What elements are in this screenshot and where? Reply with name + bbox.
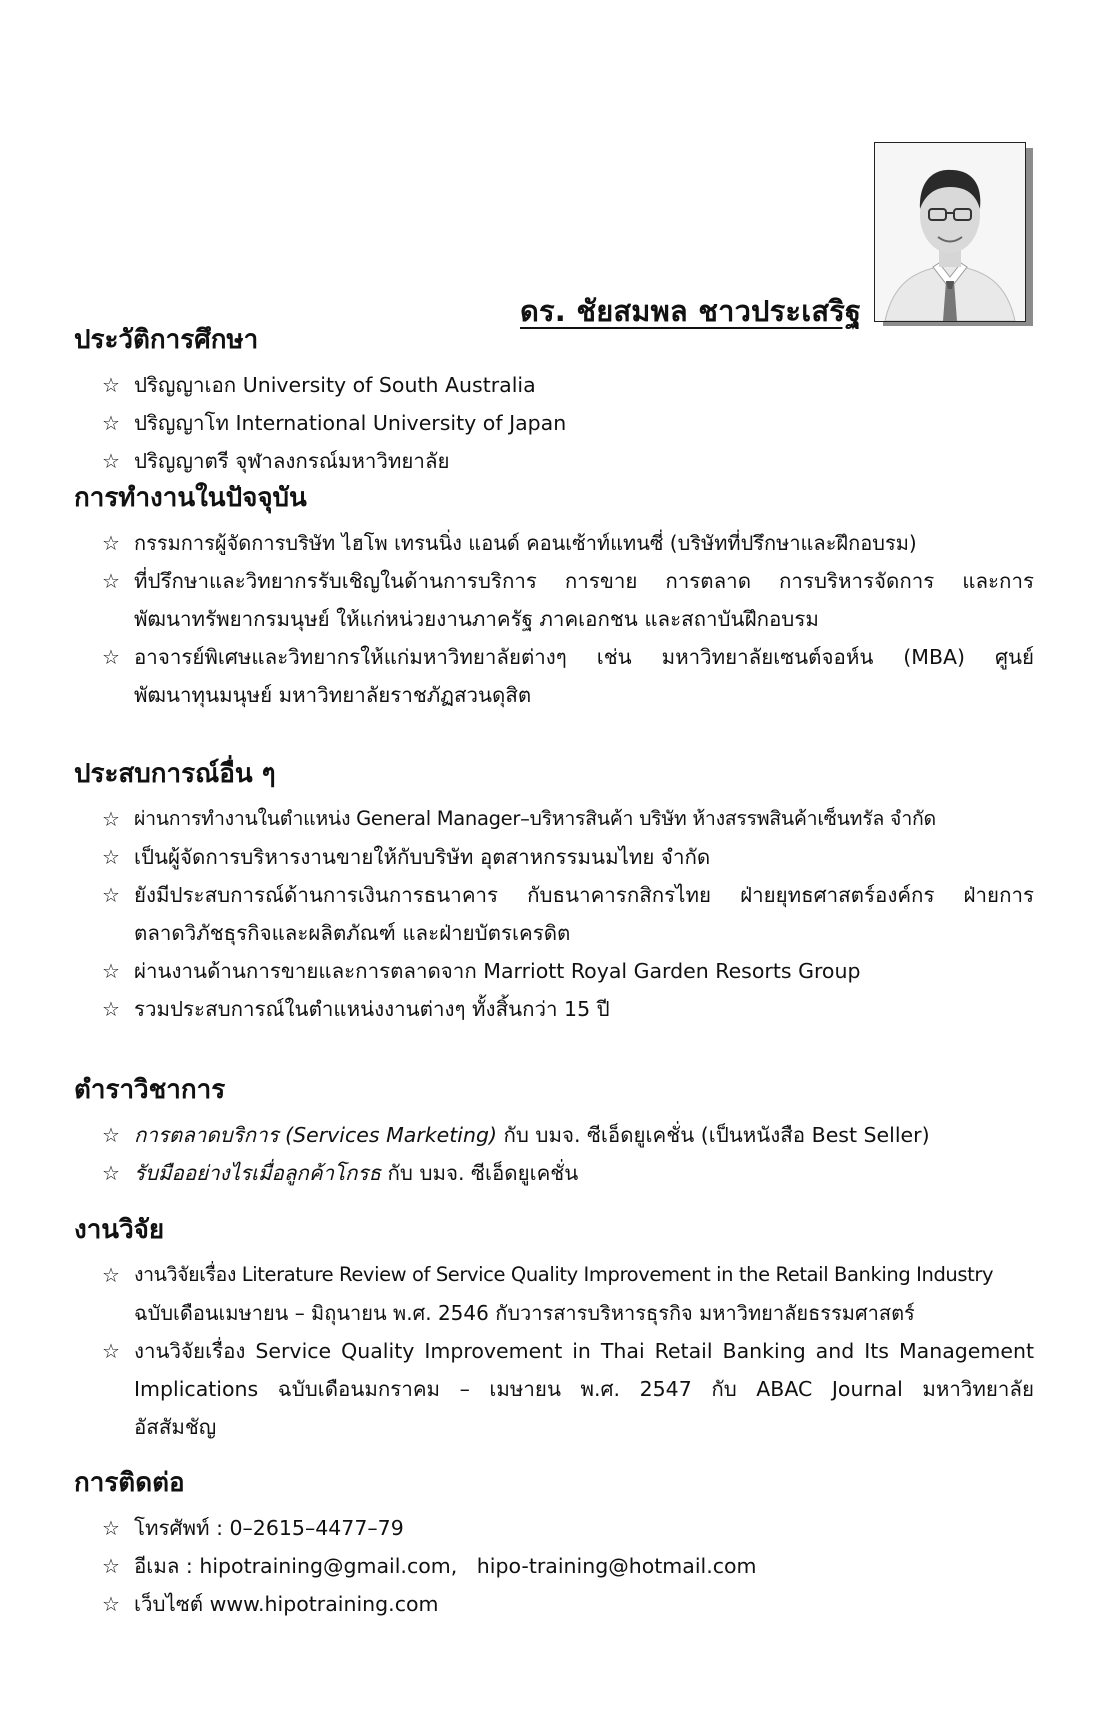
list-item: ☆ เป็นผู้จัดการบริหารงานขายให้กับบริษัท อุตสาหกรรมนมไทย จำกัด bbox=[74, 838, 1034, 876]
book-title: รับมืออย่างไรเมื่อลูกค้าโกรธ bbox=[134, 1161, 381, 1185]
website-link: เว็บไซต์ www.hipotraining.com bbox=[134, 1592, 439, 1616]
star-bullet-icon: ☆ bbox=[102, 531, 120, 555]
star-bullet-icon: ☆ bbox=[102, 1123, 120, 1147]
list-item: ☆ ผ่านการทำงานในตำแหน่ง General Manager–บริหารสินค้า บริษัท ห้างสรรพสินค้าเซ็นทรัล จำกัด bbox=[74, 800, 1034, 838]
list-item: ☆ รวมประสบการณ์ในตำแหน่งงานต่างๆ ทั้งสิ้นกว่า 15 ปี bbox=[74, 990, 1034, 1028]
email-addresses: อีเมล : hipotraining@gmail.com, hipo-training@hotmail.com bbox=[134, 1554, 757, 1578]
portrait-photo bbox=[874, 142, 1026, 322]
education-title: ประวัติการศึกษา bbox=[74, 325, 259, 355]
education-section bbox=[74, 322, 1034, 480]
list-item: ☆ รับมืออย่างไรเมื่อลูกค้าโกรธ กับ บมจ. ซีเอ็ดยูเคชั่น bbox=[74, 1154, 1034, 1192]
star-bullet-icon: ☆ bbox=[102, 449, 120, 473]
star-bullet-icon: ☆ bbox=[102, 1263, 120, 1287]
star-bullet-icon: ☆ bbox=[102, 997, 120, 1021]
list-item: ☆ ที่ปรึกษาและวิทยากรรับเชิญในด้านการบริการ การขาย การตลาด การบริหารจัดการ และการ พัฒนาทรัพยากรมนุษย์ ให้แก่หน่วยงานภาครัฐ ภาคเอกชน และสถาบันฝึกอบรม bbox=[74, 562, 1034, 638]
textbooks-title: ตำราวิชาการ bbox=[74, 1075, 226, 1105]
experience-title: ประสบการณ์อื่น ๆ bbox=[74, 759, 276, 789]
list-item: ☆ ปริญญาโท International University of Japan bbox=[74, 404, 1034, 442]
book-title: การตลาดบริการ (Services Marketing) bbox=[134, 1123, 497, 1147]
list-item: ☆ กรรมการผู้จัดการบริษัท ไฮโพ เทรนนิ่ง แอนด์ คอนเซ้าท์แทนซี่ (บริษัทที่ปรึกษาและฝึกอบรม) bbox=[74, 524, 1034, 562]
list-item: ☆ การตลาดบริการ (Services Marketing) กับ บมจ. ซีเอ็ดยูเคชั่น (เป็นหนังสือ Best Seller) bbox=[74, 1116, 1034, 1154]
star-bullet-icon: ☆ bbox=[102, 1339, 120, 1363]
star-bullet-icon: ☆ bbox=[102, 1554, 120, 1578]
star-bullet-icon: ☆ bbox=[102, 411, 120, 435]
star-bullet-icon: ☆ bbox=[102, 373, 120, 397]
list-item bbox=[74, 1585, 1034, 1623]
star-bullet-icon: ☆ bbox=[102, 959, 120, 983]
research-title: งานวิจัย bbox=[74, 1215, 165, 1245]
current-work-section bbox=[74, 480, 1034, 714]
contact-section bbox=[74, 1465, 1034, 1623]
list-item: ☆ งานวิจัยเรื่อง Service Quality Improvement in Thai Retail Banking and Its Management Implications ฉบับเดือนมกราคม – เมษายน พ.ศ. 2547 กับ ABAC Journal มหาวิทยาลัย อัสสัมชัญ bbox=[74, 1332, 1034, 1446]
current-work-title: การทำงานในปัจจุบัน bbox=[74, 483, 307, 513]
star-bullet-icon: ☆ bbox=[102, 883, 120, 907]
phone-number: โทรศัพท์ : 0–2615–4477–79 bbox=[134, 1516, 404, 1540]
experience-section bbox=[74, 756, 1034, 1028]
star-bullet-icon: ☆ bbox=[102, 1516, 120, 1540]
list-item: ☆ ปริญญาตรี จุฬาลงกรณ์มหาวิทยาลัย bbox=[74, 442, 1034, 480]
star-bullet-icon: ☆ bbox=[102, 569, 120, 593]
star-bullet-icon: ☆ bbox=[102, 645, 120, 669]
textbooks-section bbox=[74, 1072, 1034, 1192]
star-bullet-icon: ☆ bbox=[102, 1592, 120, 1616]
research-section bbox=[74, 1212, 1034, 1446]
list-item: ☆ ยังมีประสบการณ์ด้านการเงินการธนาคาร กับธนาคารกสิกรไทย ฝ่ายยุทธศาสตร์องค์กร ฝ่ายการ ตลาดวิภัชธุรกิจและผลิตภัณฑ์ และฝ่ายบัตรเครดิต bbox=[74, 876, 1034, 952]
list-item: ☆ อาจารย์พิเศษและวิทยากรให้แก่มหาวิทยาลัยต่างๆ เช่น มหาวิทยาลัยเซนต์จอห์น (MBA) ศูนย์ พัฒนาทุนมนุษย์ มหาวิทยาลัยราชภัฏสวนดุสิต bbox=[74, 638, 1034, 714]
star-bullet-icon: ☆ bbox=[102, 845, 120, 869]
list-item: ☆ งานวิจัยเรื่อง Literature Review of Service Quality Improvement in the Retail Banking Industry ฉบับเดือนเมษายน – มิถุนายน พ.ศ. 2546 กับวารสารบริหารธุรกิจ มหาวิทยาลัยธรรมศาสตร์ bbox=[74, 1256, 1034, 1332]
list-item: ☆ ผ่านงานด้านการขายและการตลาดจาก Marriott Royal Garden Resorts Group bbox=[74, 952, 1034, 990]
star-bullet-icon: ☆ bbox=[102, 807, 120, 831]
list-item: ☆ ปริญญาเอก University of South Australia bbox=[74, 366, 1034, 404]
list-item bbox=[74, 1509, 1034, 1547]
list-item bbox=[74, 1547, 1034, 1585]
profile-name: ดร. ชัยสมพล ชาวประเสริฐ bbox=[520, 294, 862, 328]
star-bullet-icon: ☆ bbox=[102, 1161, 120, 1185]
contact-title: การติดต่อ bbox=[74, 1468, 185, 1498]
